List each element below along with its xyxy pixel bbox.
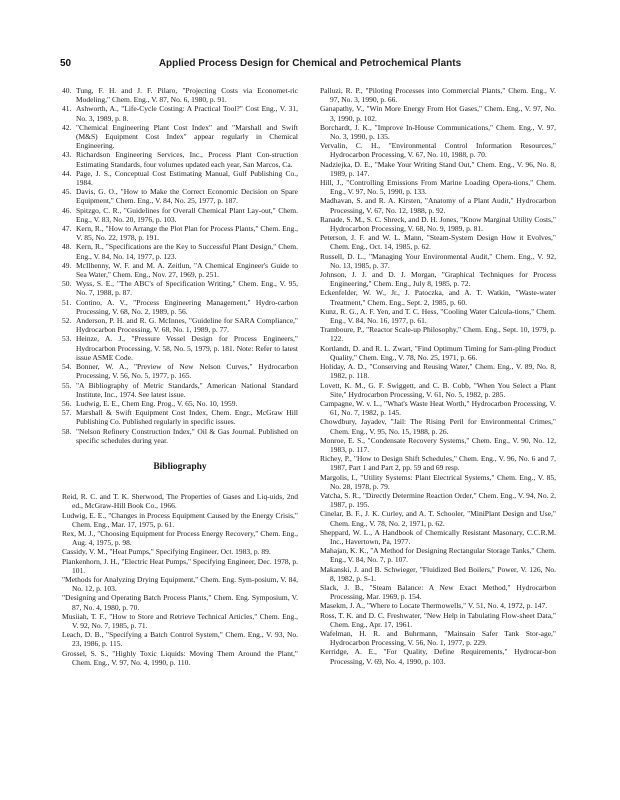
reference-item [62,123,298,151]
reference-text: Kern, R., "Specifications are the Key to Successful Plant Design," Chem. Eng., V. 84, No. 14, 1977, p. 123. [76,242,298,261]
running-title: Applied Process Design for Chemical and Petrochemical Plants [158,58,462,69]
bibliography-entry: Leach, D. B., "Specifying a Batch Control System," Chem. Eng., V. 93, No. 23, 1986, p. 115. [62,630,298,649]
bibliography-entry: Johnson, J. J. and D. J. Morgan, "Graphical Techniques for Process Engineering," Chem. Eng., July 8, 1985, p. 72. [320,270,556,289]
reference-text: Heinze, A. J., "Pressure Vessel Design for Process Engineers," Hydrocarbon Processing, V. 58, No. 5, 1979, p. 181. Note: Refer to latest issue ASME Code. [76,334,298,362]
reference-text: Kern, R., "How to Arrange the Plot Plan for Process Plants," Chem. Eng., V. 85, No. 22, 1978, p. 191. [76,224,298,243]
bibliography-entry: Mahajan, K. K., "A Method for Designing Rectangular Storage Tanks," Chem. Eng., V. 84, No. 7, p. 107. [320,546,556,565]
reference-text: Bonner, W. A., "Preview of New Nelson Curves," Hydrocarbon Processing, V. 56, No. 5, 1977, p. 165. [76,362,298,381]
reference-text: Wyss, S. E., "The ABC's of Specification Writing," Chem. Eng., V. 95, No. 7, 1988, p. 87. [76,279,298,298]
bibliography-entry: Richey, P., "How to Design Shift Schedules," Chem. Eng., V. 96, No. 6 and 7, 1987, Part 1 and Part 2, pp. 59 and 69 resp. [320,454,556,473]
reference-number: 52. [62,316,72,326]
reference-item [62,261,298,279]
reference-number: 40. [62,86,72,95]
bibliography-entry: Ross, T. K. and D. C. Freshwater, "New Help in Tabulating Flow-sheet Data," Chem. Eng., Apr. 17, 1961. [320,610,556,629]
reference-number: 43. [62,150,72,160]
bibliography-entry: Kerridge, A. E., "For Quality, Define Requirements," Hydrocar-bon Processing, V. 69, No. 4, 1990, p. 103. [320,647,556,666]
left-column [62,86,298,667]
reference-number: 48. [62,242,72,252]
bibliography-entry: Masekm, J. A., "Where to Locate Thermowells," V. 51, No. 4, 1972, p. 147. [320,601,548,611]
bibliography-entry: Grossel, S. S., "Highly Toxic Liquids: Moving Them Around the Plant," Chem. Eng., V. 97, No. 4, 1990, p. 110. [62,648,298,667]
bibliography-entry: Tramboure, P., "Reactor Scale-up Philosophy," Chem. Eng., Sept. 10, 1979, p. 122. [320,325,556,344]
bibliography-heading: Bibliography [153,461,207,472]
reference-number: 57. [62,408,72,418]
reference-item [62,86,298,104]
reference-text: "A Bibliography of Metric Standards," American National Standard Institute, Inc., 1974. See latest issue. [76,380,298,399]
bibliography-entry: Monroe, E. S., "Condensate Recovery Systems," Chem. Eng., V. 90, No. 12, 1983, p. 117. [320,435,556,454]
bibliography-entry: Chowdbury, Jayadev, "Jail: The Rising Peril for Environmental Crimes," Chem. Eng., V. 95, No. 15, 1988, p. 26. [320,417,556,436]
bibliography-entry: Nadziejka, D. E., "Make Your Writing Stand Out," Chem. Eng., V. 96, No. 8, 1989, p. 147. [320,159,556,178]
bibliography-entry: "Methods for Analyzing Drying Equipment," Chem. Eng. Sym-posium, V. 84, No. 12, p. 103. [62,574,298,594]
reference-number: 56. [62,398,72,408]
reference-number: 41. [62,104,72,114]
reference-item [62,381,298,399]
bibliography-entry: Kunz, R. G., A. F. Yen, and T. C. Hess, "Cooling Water Calcula-tions," Chem. Eng., V. 84, No. 16, 1977, p. 61. [320,306,556,326]
bibliography-entry: Rex, M. J., "Choosing Equipment for Process Energy Recovery," Chem. Eng., Aug. 4, 1975, p. 98. [62,528,298,548]
bibliography-entry: Holiday, A. D., "Conserving and Reusing Water," Chem. Eng., V. 89, No. 8, 1982, p. 118. [320,362,556,381]
page-number: 50 [60,58,72,69]
reference-number: 55. [62,380,72,390]
bibliography-entry: Madhavan, S. and R. A. Kirsten, "Anatomy of a Plant Audit," Hydrocarbon Processing, V. 67, No. 12, 1988, p. 92. [320,196,556,215]
reference-item [62,224,298,242]
reference-number: 46. [62,205,72,215]
numbered-references [62,86,298,445]
bibliography-entry: Cassidy, V. M., "Heat Pumps," Specifying Engineer, Oct. 1983, p. 89. [62,547,271,557]
bibliography-entry: Cinelar, B. F., J. K. Curley, and A. T. Schooler, "MiniPlant Design and Use," Chem. Eng., V. 78, No. 2, 1971, p. 62. [320,509,556,528]
reference-item [62,187,298,205]
bibliography-entry: Ganapathy, V., "Win More Energy From Hot Gases," Chem. Eng., V. 97, No. 3, 1990, p. 102. [320,104,556,123]
bibliography-entry: Margolis, I., "Utility Systems: Plant Electrical Systems," Chem. Eng., V. 85, No. 28, 1978, p. 79. [320,472,556,491]
reference-text: McIlhenny, W. F. and M. A. Zeitlun, "A Chemical Engineer's Guide to Sea Water," Chem. Eng., Nov. 27, 1969, p. 251. [76,260,298,280]
bibliography-entry: Borchardt, J. K., "Improve In-House Communications," Chem. Eng., V. 97, No. 3, 1990, p. 135. [320,122,556,142]
bibliography-entry: Peterson, J. F. and W. L. Mann, "Steam-System Design How it Evolves," Chem. Eng., Oct. 14, 1985, p. 62. [320,233,556,252]
reference-item [62,206,298,224]
bibliography-right-list [320,86,556,666]
bibliography-entry: Ludwig, E. E., "Changes in Process Equipment Caused by the Energy Crisis," Chem. Eng., Mar. 17, 1975, p. 61. [62,510,298,529]
reference-text: Contino, A. V., "Process Engineering Management," Hydro-carbon Processing, V. 68, No. 2, 1989, p. 56. [76,297,298,316]
reference-number: 58. [62,426,72,436]
reference-text: Page, J. S., Conceptual Cost Estimating Manual, Gulf Publishing Co., 1984. [76,168,298,188]
right-column [320,86,556,666]
bibliography-entry: Wafelman, H. R. and Buhrmann, "Mainsain Safer Tank Stor-age," Hydrocarbon Processing, V. 56, No. 1, 1977, p. 229. [320,628,556,648]
reference-number: 54. [62,362,72,372]
bibliography-entry: Hill, J., "Controlling Emissions From Marine Loading Opera-tions," Chem. Eng., V. 97, No. 5, 1990, p. 133. [320,178,556,197]
reference-number: 42. [62,122,72,132]
reference-item [62,316,298,334]
bibliography-entry: Eckenfelder, W. W., Jr., J. Patoczka, and A. T. Watkin, "Waste-water Treatment," Chem. Eng., Sept. 2, 1985, p. 60. [320,288,556,307]
bibliography-entry: Vatcha, S. R., "Directly Determine Reaction Order," Chem. Eng., V. 94, No. 2, 1987, p. 195. [320,490,556,510]
reference-item [62,362,298,380]
bibliography-entry: Slack, J. B., "Steam Balance: A New Exact Method," Hydrocarbon Processing, Mar. 1969, p. 154. [320,582,556,602]
reference-number: 47. [62,224,72,234]
reference-item [62,242,298,260]
reference-text: Tung, F. H. and J. F. Pilaro, "Projecting Costs via Economet-ric Modeling," Chem. Eng., V. 87, No. 6, 1980, p. 91. [76,86,298,105]
reference-text: Anderson, P. H. and R. G. McInnes, "Guideline for SARA Compliance," Hydrocarbon Processing, V. 68, No. 1, 1989, p. 77. [76,316,298,335]
bibliography-entry: Russell, D. L., "Managing Your Environmental Audit," Chem. Eng., V. 92, No. 13, 1985, p. 37. [320,251,556,270]
reference-text: "Nelson Refinery Construction Index," Oil & Gas Journal. Published on specific schedules during year. [76,426,298,445]
reference-text: "Chemical Engineering Plant Cost Index" and "Marshall and Swift (M&S) Equipment Cost Index" appear regularly in Chemical Engineering. [76,122,298,151]
bibliography-entry: Reid, R. C. and T. K. Sherwood, The Properties of Gases and Liq-uids, 2nd ed., McGraw-Hill Book Co., 1966. [62,492,298,511]
reference-item [62,169,298,187]
bibliography-entry: Campagne, W. v. L., "What's Waste Heat Worth," Hydrocarbon Processing, V. 61, No. 7, 1982, p. 145. [320,398,556,418]
reference-text: Davis, G. O., "How to Make the Correct Economic Decision on Spare Equipment," Chem. Eng., V. 84, No. 25, 1977, p. 187. [76,187,298,206]
reference-number: 44. [62,168,72,178]
reference-item [62,399,298,408]
reference-number: 45. [62,187,72,197]
reference-item [62,104,298,122]
reference-number: 50. [62,279,72,289]
reference-item [62,427,298,445]
reference-text: Ashworth, A., "Life-Cycle Costing: A Practical Tool?" Cost Eng., V. 31, No. 3, 1989, p. 8. [76,104,298,123]
reference-text: Ludwig, E. E., Chem Eng. Prog., V. 65, No. 10, 1959. [76,398,238,408]
reference-text: Marshall & Swift Equipment Cost Index, Chem. Engr., McGraw Hill Publishing Co. Published regularly in specific issues. [76,408,298,427]
bibliography-entry: Ranade, S. M., S. C. Shreck, and D. H. Jones, "Know Marginal Utility Costs," Hydrocarbon Processing, V. 68, No. 9, 1989, p. 81. [320,214,556,234]
bibliography-left-list [62,492,298,667]
reference-item [62,298,298,316]
bibliography-entry: Vervalin, C. H., "Environmental Control Information Resources," Hydrocarbon Processing, V. 67, No. 10, 1988, p. 70. [320,141,556,160]
reference-item [62,408,298,426]
reference-number: 49. [62,260,72,270]
reference-text: Spitzgo, C. R., "Guidelines for Overall Chemical Plant Lay-out," Chem. Eng., V. 83, No. 20, 1976, p. 103. [76,205,298,224]
bibliography-entry: Kortlandt, D. and R. L. Zwart, "Find Optimum Timing for Sam-pling Product Quality," Chem. Eng., V. 78, No. 25, 1971, p. 66. [320,343,556,362]
page-header [60,58,560,72]
bibliography-entry: Sheppard, W. L., A Handbook of Chemically Resistant Masonary, C.C.R.M. Inc., Havertown, Pa, 1977. [320,527,556,546]
reference-number: 51. [62,297,72,307]
bibliography-entry: Plankenhorn, J. H., "Electric Heat Pumps," Specifying Engineer, Dec. 1978, p. 101. [62,556,298,575]
bibliography-entry: Musiiah, T. F., "How to Store and Retrieve Technical Articles," Chem. Eng., V. 92, No. 7, 1985, p. 71. [62,611,298,630]
reference-item [62,334,298,362]
reference-item [62,150,298,168]
bibliography-entry: Makanski, J. and B. Schwieger, "Fluidized Bed Boilers," Power, V. 126, No. 8, 1982, p. S-1. [320,564,556,583]
reference-item [62,279,298,297]
bibliography-entry: Palluzi, R. P., "Piloting Processes into Commercial Plants," Chem. Eng., V. 97, No. 3, 1990, p. 66. [320,86,556,105]
bibliography-entry: Lovett, K. M., G. F. Swiggett, and C. B. Cobb, "When You Select a Plant Site," Hydrocarbon Processing, V. 61, No. 5, 1982, p. 285. [320,380,556,399]
reference-number: 53. [62,334,72,344]
bibliography-entry: "Designing and Operating Batch Process Plants," Chem. Eng. Symposium, V. 87, No. 4, 1980, p. 70. [62,593,298,612]
reference-text: Richardson Engineering Services, Inc., Process Plant Con-struction Estimating Standards, four volumes updated each year, San Marcos, Ca. [76,150,298,169]
